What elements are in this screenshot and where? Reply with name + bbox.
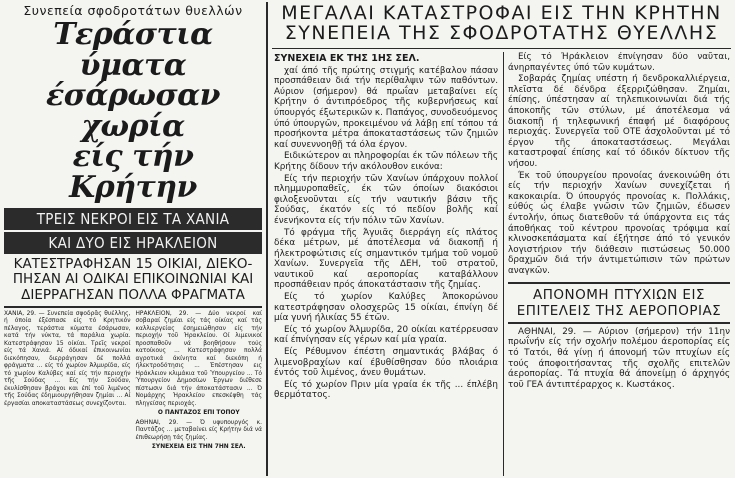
athens-text: ΑΘΗΝΑΙ, 29. — Ό υφυπουργός κ. Παντάζος ... μεταβαίνει είς Κρήτην διά νά έπιθεωρήσῃ τάς ζημίας. <box>135 419 262 441</box>
paragraph: Έκ τοῦ ύπουργείου προνοίας άνεκοινώθη ότι είς τήν περιοχήν Χανίων συνεχίζεται ή κακοκαιρία. Ό ύπουργός προνοίας κ. Πολλάκις, εύθύς ώς έλαβε γνῶσιν τῶν ζημιῶν, έδωσεν έντολήν, όπως διατεθοῦν τά ύπάρχοντα εις τάς άποθήκας τοῦ κέντρου προνοίας τρόφιμα καί κλινοσκεπάσματα καί έξήτησε άπό τό γενικόν λογιστήριον τήν διάθεσιν πιστώσεως 50.000 δραχμῶν διά τήν άντιμετώπισιν τῶν πρώτων αναγκῶν. <box>508 170 730 276</box>
paragraph: Είς τό χωρίον Πριν μία γραία έκ τῆς ... έπλέβη θερμότατος. <box>274 379 498 401</box>
front-page-story <box>4 0 262 478</box>
box-rule <box>508 322 730 324</box>
box-rule <box>508 282 730 284</box>
diplomas-text: ΑΘΗΝΑΙ, 29. — Αύριον (σήμερον) τήν 11ην πρωΐνήν είς τήν σχολήν πολέμου άεροπορίας είς τό Τατόι, θά γίνῃ ή άπονομή τῶν πτυχίων είς τούς άποφοιτήσαντας τῆς σχολῆς επιτελῶν άεροπορίας. Τά πτυχία θά άπονείμῃ ό άρχηγός τοῦ ΓΕΑ άντιπτέραρχος κ. Κωστάκος. <box>508 326 730 390</box>
kicker: Συνεπεία σφοδροτάτων θυελλών <box>23 3 243 18</box>
diplomas-headline: ΑΠΟΝΟΜΗ ΠΤΥΧΙΩΝ ΕΙΣ ΕΠΙΤΕΛΕΙΣ ΤΗΣ ΑΕΡΟΠΟΡΙΑΣ <box>516 286 722 320</box>
right-column <box>508 52 730 478</box>
subheadline: ΚΑΤΕΣΤΡΑΦΗΣΑΝ 15 ΟΙΚΙΑΙ, ΔΙΕΚΟ-ΠΗΣΑΝ ΑΙ ΟΔΙΚΑΙ ΕΠΙΚΟΙΝΩΝΙΑΙ ΚΑΙ ΔΙΕΡΡΑΓΗΣΑΝ ΠΟΛΛΑ ΦΡΑΓΜΑΤΑ <box>12 255 254 303</box>
headline-line-2: έσάρωσαν χωρία <box>46 78 220 144</box>
middle-column <box>274 52 498 478</box>
title-rule <box>272 48 731 50</box>
paragraph: Είς τήν περιοχήν τῶν Χανίων ύπάρχουν πολλοί πλημμυροπαθεῖς, έκ τῶν όποίων διακόσιοι φιλοξενοῦνται είς τήν ναυτικήν βάσιν τῆς Σούδας, έκατόν είς τό πεδίον βολῆς καί ένενήκοντα είς τήν πόλιν τῶν Χανίων. <box>274 173 498 226</box>
paragraph: Σοβαράς ζημίας υπέστη ή δενδροκαλλιέργεια, πλεῖστα δέ δένδρα έξερριζώθησαν. Ζημίαι, έπίσης, ύπέστησαν αί τηλεπικοινωνίαι διά τής άποκοπῆς τῶν στύλων, μέ άποτέλεσμα νά διακοπῇ ή τηλεφωνική έπαφή μέ διαφόρους περιοχάς. Συνεργεῖα τοῦ ΟΤΕ άσχολοῦνται μέ τό έργον τῆς άποκαταστάσεως. Μεγάλαι καταστροφαί έπίσης καί τό όδικόν δίκτυον τῆς νήσου. <box>508 74 730 169</box>
byline: Ο ΠΑΝΤΑΖΟΣ ΕΠΙ ΤΟΠΟΥ <box>157 410 240 417</box>
column-rule <box>503 52 504 476</box>
paragraph: Είς τό χωρίον Καλύβες Άποκορώνου κατεστράφησαν ολοσχερῶς 15 οίκίαι, έπνίγη δέ μία γυνή ήλικίας 55 έτῶν. <box>274 292 498 324</box>
two-column-text <box>4 311 262 452</box>
section-head: ΣΥΝΕΧΕΙΑ ΕΚ ΤΗΣ 1ΗΣ ΣΕΛ. <box>274 53 420 64</box>
divider <box>4 306 262 308</box>
column-chania-text: ΧΑΝΙΑ, 29. — Συνεπεία σφοδρᾶς θυέλλης, ή όποία έξέσπασε είς τό Κρητικόν πέλαγος, τεράστια κύματα έσάρωσαν, κατά τήν νύκτα, τά παράλια χωρία. Κατεστράφησαν 15 οίκίαι. Τρεῖς νεκροί είς τά Χανιά. Αί όδικαί έπικοινωνίαι διεκόπησαν, διερράγησαν δέ πολλά φράγματα ... είς τό χωρίον Άλμυρίδα, είς τό χωρίον Καλύβες καί είς τήν περιοχήν τῆς Σούδας ... Είς τήν Σούδαν, έκυλίσθησαν βράχοι και έπί τοῦ λιμένος τῆς Σούδας έδημιουργήθησαν ζημίαι ... Αί έργασίαι αποκαταστάσεως συνεχίζονται. <box>4 310 131 407</box>
paragraph: Τό φράγμα τῆς Άγυιᾶς διερράγη είς πλάτος δέκα μέτρων, μέ άποτέλεσμα νά διακοπῇ ή ήλεκτροφώτισις είς σημαντικόν τμήμα τοῦ νομοῦ Χανίων. Συνεργεῖα τῆς ΔΕΗ, τοῦ στρατοῦ, ναυτικοῦ καί αεροπορίας καταβάλλουν προσπάθειαν πρός άποκατάστασιν τῆς ζημίας. <box>274 227 498 291</box>
headline-line-1: Τεράστια ύματα <box>53 17 213 83</box>
column-rule <box>266 2 268 476</box>
paragraph: Είς τό χωρίον Άλμυρίδα, 20 οίκίαι κατέρρευσαν καί έπνίγησαν είς γέρων καί μία γραία. <box>274 324 498 346</box>
headline-line-3: είς τήν Κρήτην <box>69 139 197 205</box>
main-title: ΜΕΓΑΛΑΙ ΚΑΤΑΣΤΡΟΦΑΙ ΕΙΣ ΤΗΝ ΚΡΗΤΗΝ ΣΥΝΕΠΕΙΑ ΤΗΣ ΣΦΟΔΡΟΤΑΤΗΣ ΘΥΕΛΛΗΣ <box>281 2 722 44</box>
paragraph: Είς Ρέθυμνον έπέστη σημαντικάς βλάβας ό λιμενοβραχίων καί έβυθίσθησαν δύο πλοιάρια έντός τοῦ λιμένος, άνευ θυμάτων. <box>274 347 498 379</box>
column-heraklion-text: ΗΡΑΚΛΕΙΟΝ, 29. — Δύο νεκροί καί σοβαραί ζημίαι είς τάς οίκίας καί τάς καλλιεργείας έσημειώθησαν είς τήν περιοχήν τοῦ Ήρακλείου. Οί λιμενικοί προσπαθοῦν νά βοηθήσουν τούς κατοίκους ... Κατεστράφησαν πολλά αγροτικά άκίνητα καί διεκόπη ή ήλεκτροδότησις ... Έπέστησαν εις Ηράκλειον κλιμάκια τοῦ Ύπουργείου ... Τό Ύπουργείον Δημοσίων Έργων διέθεσε πίστωσιν διά τήν άποκατάστασιν ... Ό Νομάρχης Ήρακλείου επεσκέφθη τάς πληγείσας περιοχάς. <box>135 310 262 407</box>
continued-note: ΣΥΝΕΧΕΙΑ ΕΙΣ ΤΗΝ 7ΗΝ ΣΕΛ. <box>151 444 246 451</box>
paragraph: Ειδικώτερον αι πληροφορίαι έκ τῶν πόλεων τῆς Κρήτης δίδουν τήν ακόλουθον εικόνα: <box>274 151 498 172</box>
paragraph: Είς τό Ήράκλειον έπνίγησαν δύο ναῦται, άνηρπαγέντες ύπό τῶν κυμάτων. <box>508 52 730 73</box>
paragraph: χαί άπό τῆς πρώτης στιγμής κατέβαλον πάσαν προσπάθειαν διά τήν περίθαλψιν τῶν παθόντων. Αύριον (σήμερον) θά πρωΐαν μεταβαίνει είς Κρήτην ό άντιπρόεδρος τῆς κυβερνήσεως καί ύπουργός έξωτερικῶν κ. Παπάγος, συνοδευόμενος ύπό ύπουργῶν, προκειμένου νά λάβῃ επί τόπου τά προσήκοντα μέτρα άποκαταστάσεως τῶν ζημιῶν καί συνεννοηθῇ τά όλα έργον. <box>274 65 498 150</box>
deaths-band-chania: ΤΡΕΙΣ ΝΕΚΡΟΙ ΕΙΣ ΤΑ ΧΑΝΙΑ <box>4 208 262 230</box>
column-heraklion <box>136 311 263 452</box>
deaths-band-heraklion: ΚΑΙ ΔΥΟ ΕΙΣ ΗΡΑΚΛΕΙΟΝ <box>4 232 262 254</box>
